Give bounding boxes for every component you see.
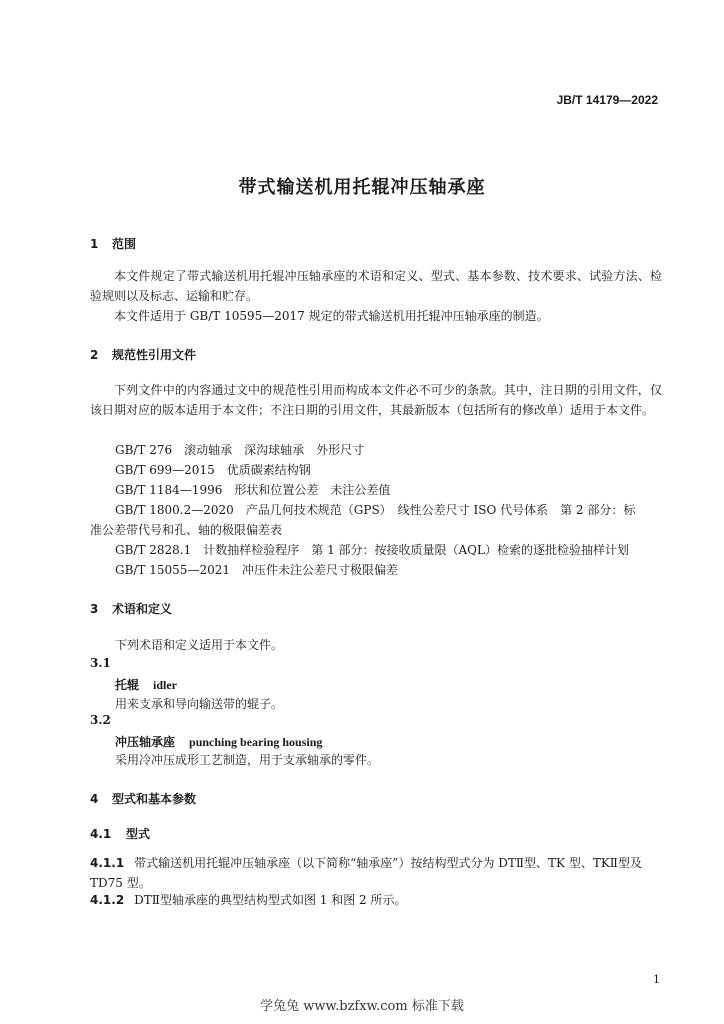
subsection-number: 4.1 [90, 827, 112, 841]
section-1-heading [90, 235, 136, 252]
document-title: 带式输送机用托辊冲压轴承座 [238, 177, 486, 198]
section-2-heading [90, 346, 196, 363]
reference-item: GB/T 1800.2—2020 产品几何技术规范（GPS） 线性公差尺寸 ISO 代号体系 第 2 部分：标准公差带代号和孔、轴的极限偏差表 [90, 503, 636, 537]
term-english: punching bearing housing [189, 735, 323, 749]
section-title: 范围 [112, 237, 137, 251]
section-number: 4 [90, 792, 99, 806]
section-number: 1 [90, 237, 99, 251]
term-chinese: 托辊 [115, 678, 140, 692]
reference-item: GB/T 2828.1 计数抽样检验程序 第 1 部分：按接收质量限（AQL）检索的逐批检验抽样计划 [115, 543, 629, 557]
section-3-intro: 下列术语和定义适用于本文件。 [115, 638, 284, 652]
section-number: 3 [90, 602, 99, 616]
clause-number: 4.1.1 [90, 856, 125, 870]
section-number: 2 [90, 348, 99, 362]
section-1-paragraph-1: 本文件规定了带式输送机用托辊冲压轴承座的术语和定义、型式、基本参数、技术要求、试验方法、检验规则以及标志、运输和贮存。 [90, 269, 662, 303]
section-1-paragraph-2: 本文件适用于 GB/T 10595—2017 规定的带式输送机用托辊冲压轴承座的制造。 [114, 309, 549, 323]
clause-4-1-1 [90, 853, 662, 893]
term-number: 3.2 [90, 713, 111, 727]
clause-text: 带式输送机用托辊冲压轴承座（以下简称“轴承座”）按结构型式分为 DTⅡ型、TK 型、TKⅡ型及 TD75 型。 [90, 856, 642, 890]
section-title: 规范性引用文件 [112, 348, 197, 362]
subsection-4-1-heading [90, 825, 150, 842]
reference-item: GB/T 276 滚动轴承 深沟球轴承 外形尺寸 [115, 443, 365, 457]
page-number: 1 [653, 973, 660, 986]
section-title: 型式和基本参数 [112, 792, 197, 806]
footer-watermark: 学兔兔 www.bzfxw.com 标准下载 [260, 999, 464, 1014]
term-definition: 采用冷冲压成形工艺制造，用于支承轴承的零件。 [115, 753, 380, 767]
clause-number: 4.1.2 [90, 893, 125, 907]
term-english: idler [153, 678, 178, 692]
term-number: 3.1 [90, 656, 111, 670]
document-number: JB/T 14179—2022 [556, 93, 658, 107]
clause-4-1-2 [90, 890, 662, 910]
reference-item: GB/T 1184—1996 形状和位置公差 未注公差值 [115, 483, 391, 497]
section-3-heading [90, 600, 172, 617]
term-definition: 用来支承和导向输送带的辊子。 [115, 697, 284, 711]
clause-text: DTⅡ型轴承座的典型结构型式如图 1 和图 2 所示。 [134, 893, 407, 907]
section-4-heading [90, 790, 196, 807]
subsection-title: 型式 [126, 827, 151, 841]
term-entry [115, 733, 322, 750]
term-entry [115, 676, 177, 693]
reference-item: GB/T 699—2015 优质碳素结构钢 [115, 463, 311, 477]
reference-item: GB/T 15055—2021 冲压件未注公差尺寸极限偏差 [115, 563, 398, 577]
term-chinese: 冲压轴承座 [115, 735, 176, 749]
section-title: 术语和定义 [112, 602, 173, 616]
section-2-intro: 下列文件中的内容通过文中的规范性引用而构成本文件必不可少的条款。其中，注日期的引用文件，仅该日期对应的版本适用于本文件；不注日期的引用文件，其最新版本（包括所有的修改单）适用于本文件。 [90, 383, 662, 417]
